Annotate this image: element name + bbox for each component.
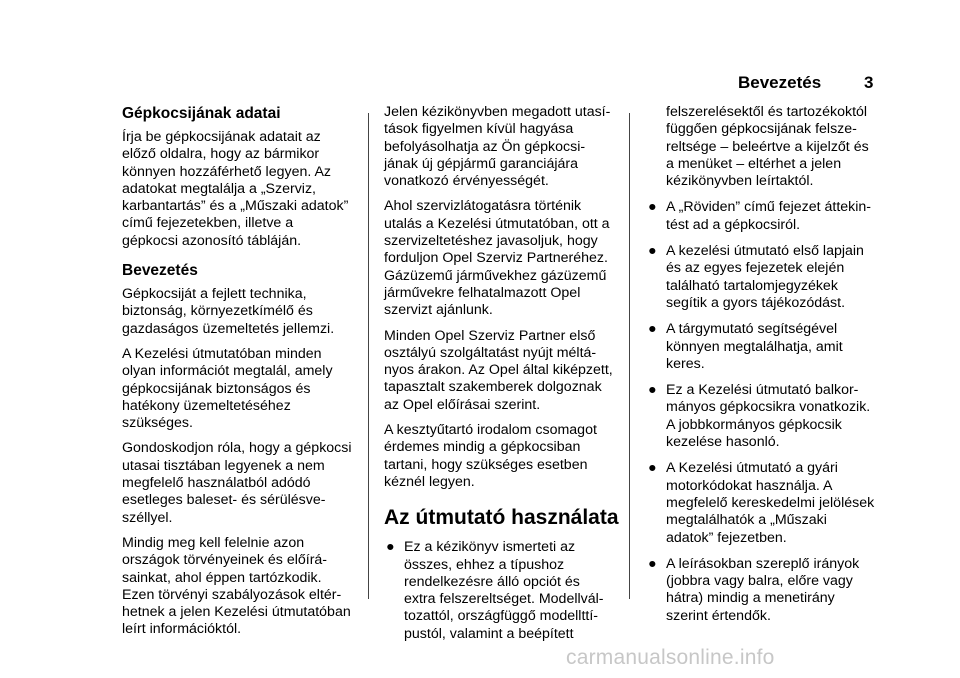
column-divider xyxy=(629,113,630,599)
paragraph xyxy=(384,328,620,414)
text-line: utalás a Kezelési útmutatóban, ott a xyxy=(384,215,610,232)
text-line: tások figyelmen kívül hagyása xyxy=(384,121,574,138)
bullet-icon: ● xyxy=(648,199,657,216)
text-line: megtalálhatók a „Műszaki xyxy=(666,512,827,529)
heading-bevezetes: Bevezetés xyxy=(122,262,198,280)
text-line: könnyen megtalálhatja, amit xyxy=(666,338,843,355)
text-line: hátra) mindig a menetirány xyxy=(666,590,835,607)
watermark-text: carmanualsonline.info xyxy=(566,646,775,669)
text-line: adatokat megtalálja a „Szerviz, xyxy=(122,180,316,197)
text-line: pustól, valamint a beépített xyxy=(404,625,574,642)
text-line: (jobbra vagy balra, előre vagy xyxy=(666,573,853,590)
text-line: utasai tisztában legyenek a nem xyxy=(122,457,325,474)
bullet-item xyxy=(646,382,882,451)
text-line: hetnek a jelen Kezelési útmutatóban xyxy=(122,604,351,621)
paragraph xyxy=(122,286,358,338)
text-line: Minden Opel Szerviz Partner első xyxy=(384,327,596,344)
bullet-icon: ● xyxy=(648,555,657,572)
text-line: szervizt ajánlunk. xyxy=(384,302,493,319)
text-line: tapasztalt szakemberek dolgoznak xyxy=(384,379,602,396)
text-line: hatékony üzemeltetéséhez xyxy=(122,397,291,414)
column-1 xyxy=(122,104,358,647)
text-line: szervizeltetéshez javasoljuk, hogy xyxy=(384,233,598,250)
text-line: Gázüzemű járművekhez gázüzemű xyxy=(384,267,607,284)
text-line: Írja be gépkocsijának adatait az xyxy=(122,129,321,145)
text-line: befolyásolhatja az Ön gépkocsi- xyxy=(384,138,586,155)
text-line: könnyen hozzáférhető legyen. Az xyxy=(122,163,332,180)
text-line: Ez a kézikönyv ismerteti az xyxy=(404,539,576,556)
bullet-item xyxy=(646,199,882,234)
text-line: az Opel előírásai szerint. xyxy=(384,396,541,413)
paragraph xyxy=(384,422,620,491)
text-line: esetleges baleset- és sérülésve- xyxy=(122,492,326,509)
text-line: jának új gépjármű garanciájára xyxy=(384,155,579,172)
text-line: kéznél legyen. xyxy=(384,473,475,490)
paragraph xyxy=(122,346,358,432)
text-line: reltsége – beleértve a kijelzőt és xyxy=(666,138,869,155)
bullet-item xyxy=(646,460,882,546)
paragraph xyxy=(384,198,620,319)
bullet-icon: ● xyxy=(648,460,657,477)
text-line: kezelése hasonló. xyxy=(666,434,780,451)
text-line: A „Röviden” című fejezet áttekin- xyxy=(666,199,872,216)
page-number: 3 xyxy=(864,73,874,92)
text-line: A leírásokban szereplő irányok xyxy=(666,555,860,572)
bullet-text xyxy=(666,199,882,234)
paragraph xyxy=(384,104,620,190)
text-line: tozattól, országfüggő modellttí- xyxy=(404,608,598,625)
text-line: adatok” fejezetben. xyxy=(666,529,787,546)
text-line: Gondoskodjon róla, hogy a gépkocsi xyxy=(122,440,352,457)
bullet-icon: ● xyxy=(386,539,395,556)
bullet-text xyxy=(666,321,882,373)
text-line: Ez a Kezelési útmutató balkor- xyxy=(666,382,859,399)
running-header-title: Bevezetés xyxy=(738,73,822,92)
column-2 xyxy=(384,104,620,652)
text-line: motorkódokat használja. A xyxy=(666,477,833,494)
text-line: Gépkocsiját a fejlett technika, xyxy=(122,286,307,303)
text-line: Mindig meg kell felelnie azon xyxy=(122,534,305,551)
text-line: A Kezelési útmutatóban minden xyxy=(122,345,322,362)
text-line: Jelen kézikönyvben megadott utasí- xyxy=(384,104,611,120)
text-line: segítik a gyors tájékozódást. xyxy=(666,294,846,311)
text-line: gépkocsi azonosító tábláján. xyxy=(122,232,302,249)
text-line: érdemes mindig a gépkocsiban xyxy=(384,439,581,456)
bullet-item xyxy=(384,539,620,643)
text-line: Ahol szervizlátogatásra történik xyxy=(384,198,582,215)
text-line: leírt információktól. xyxy=(122,621,242,638)
text-line: című fejezetekben, illetve a xyxy=(122,215,294,232)
text-line: sainkat, ahol éppen tartózkodik. xyxy=(122,569,322,586)
column-divider xyxy=(368,113,369,599)
bullet-continuation xyxy=(646,104,882,190)
paragraph xyxy=(122,129,358,250)
text-line: kézikönyvben leírtaktól. xyxy=(666,173,814,190)
heading-az-utmutato-hasznalata: Az útmutató használata xyxy=(384,506,619,530)
bullet-text xyxy=(666,460,882,546)
text-line: nyos árakon. Az Opel által kiképzett, xyxy=(384,362,613,379)
text-line: országok törvényeinek és előírá- xyxy=(122,552,328,569)
text-line: Ezen törvényi szabályozások eltér- xyxy=(122,586,342,603)
paragraph xyxy=(122,535,358,639)
text-line: szükséges. xyxy=(122,415,193,432)
text-line: osztályú szolgáltatást nyújt méltá- xyxy=(384,344,597,361)
bullet-text xyxy=(404,539,620,643)
column-3 xyxy=(646,104,882,634)
text-line: függően gépkocsijának felsze- xyxy=(666,121,857,138)
text-line: tartani, hogy szükséges esetben xyxy=(384,456,588,473)
text-line: gazdaságos üzemeltetés jellemzi. xyxy=(122,320,335,337)
bullet-text xyxy=(666,243,882,312)
text-line: felszerelésektől és tartozékoktól xyxy=(666,104,868,120)
text-line: A kesztyűtartó irodalom csomagot xyxy=(384,422,597,439)
text-line: a menüket – eltérhet a jelen xyxy=(666,155,842,172)
text-line: gépkocsijának biztonságos és xyxy=(122,380,311,397)
text-line: karbantartás” és a „Műszaki adatok” xyxy=(122,198,349,215)
text-line: összes, ehhez a típushoz xyxy=(404,556,565,573)
text-line: található tartalomjegyzékek xyxy=(666,277,838,294)
bullet-text xyxy=(666,382,882,451)
paragraph xyxy=(122,440,358,526)
text-line: mányos gépkocsikra vonatkozik. xyxy=(666,399,871,416)
text-line: extra felszereltséget. Modellvál- xyxy=(404,591,604,608)
text-line: megfelelő kereskedelmi jelölések xyxy=(666,494,875,511)
text-line: járművekre felhatalmazott Opel xyxy=(384,284,581,301)
bullet-text xyxy=(666,556,882,625)
bullet-item xyxy=(646,243,882,312)
bullet-icon: ● xyxy=(648,382,657,399)
text-line: A jobbkormányos gépkocsik xyxy=(666,416,842,433)
text-line: tést ad a gépkocsiról. xyxy=(666,216,801,233)
text-line: olyan információt megtalál, amely xyxy=(122,363,333,380)
text-line: forduljon Opel Szerviz Partneréhez. xyxy=(384,250,608,267)
text-line: megfelelő használatból adódó xyxy=(122,475,311,492)
bullet-item xyxy=(646,321,882,373)
heading-gepkocsi-adatai: Gépkocsijának adatai xyxy=(122,105,281,122)
text-line: biztonság, környezetkímélő és xyxy=(122,303,313,320)
text-line: előző oldalra, hogy az bármikor xyxy=(122,146,320,163)
text-line: rendelkezésre álló opciót és xyxy=(404,573,580,590)
text-line: szerint értendők. xyxy=(666,607,771,624)
bullet-item xyxy=(646,556,882,625)
text-line: vonatkozó érvényességét. xyxy=(384,173,549,190)
text-line: A Kezelési útmutató a gyári xyxy=(666,460,838,477)
text-line: keres. xyxy=(666,355,705,372)
bullet-icon: ● xyxy=(648,321,657,338)
text-line: és az egyes fejezetek elején xyxy=(666,260,845,277)
text-line: A tárgymutató segítségével xyxy=(666,321,838,338)
text-line: A kezelési útmutató első lapjain xyxy=(666,243,864,260)
bullet-icon: ● xyxy=(648,243,657,260)
text-line: széllyel. xyxy=(122,509,173,526)
